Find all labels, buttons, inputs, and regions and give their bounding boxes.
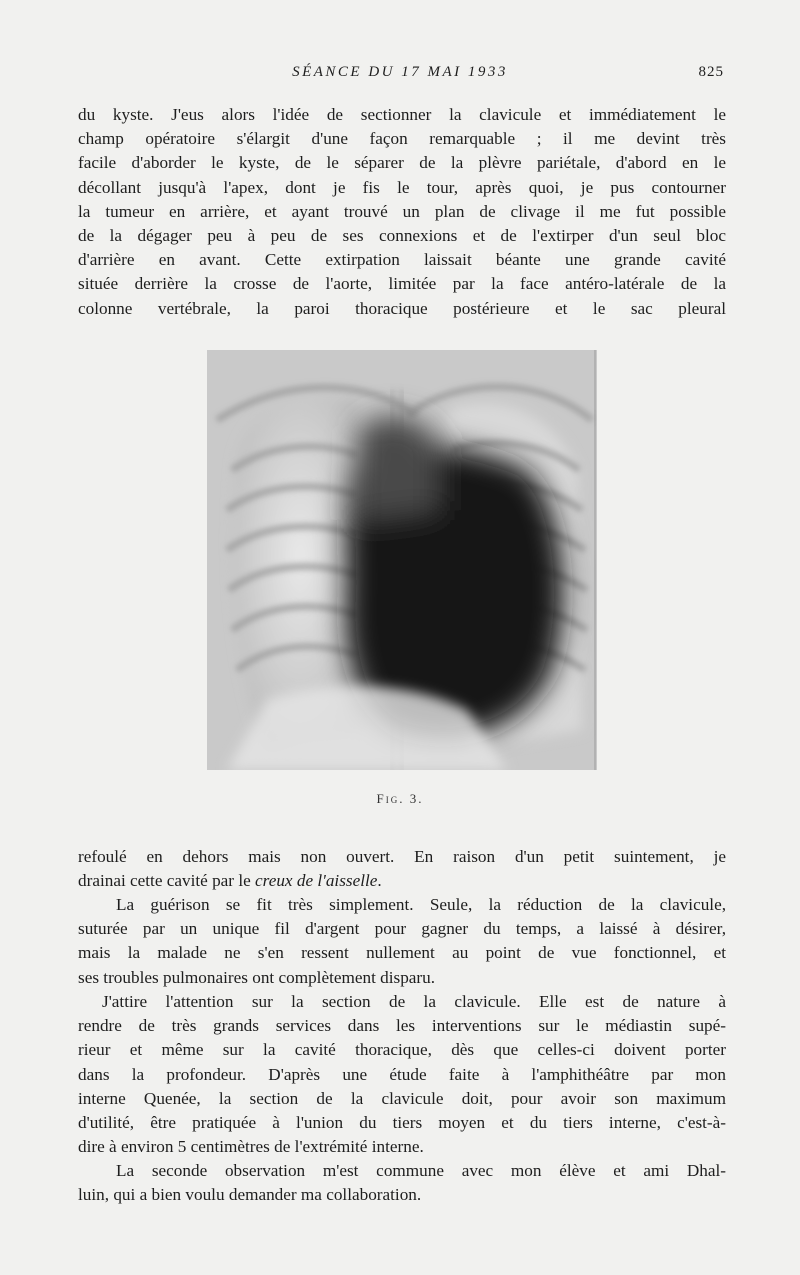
- text-line: facile d'aborder le kyste, de le séparer de la plèvre pariétale, d'abord en le: [78, 153, 726, 173]
- text-segment: drainai cette cavité par le: [78, 871, 256, 891]
- running-title: SÉANCE DU 17 MAI 1933: [292, 64, 508, 80]
- text-line: rendre de très grands services dans les interventions sur le médiastin supé-: [78, 1016, 726, 1036]
- paragraph-1: [78, 103, 726, 321]
- text-line: suturée par un unique fil d'argent pour gagner du temps, a laissé à désirer,: [78, 919, 726, 939]
- text-line: dans la profondeur. D'après une étude faite à l'amphithéâtre par mon: [78, 1064, 726, 1084]
- text-line: rieur et même sur la cavité thoracique, dès que celles-ci doivent porter: [78, 1040, 726, 1060]
- text-line: La seconde observation m'est commune avec mon élève et ami Dhal-: [116, 1161, 726, 1180]
- text-line: refoulé en dehors mais non ouvert. En raison d'un petit suintement, je: [78, 847, 726, 866]
- page-number: 825: [698, 64, 724, 80]
- text-line: J'attire l'attention sur la section de la clavicule. Elle est de nature à: [102, 992, 726, 1011]
- text-line: d'arrière en avant. Cette extirpation laissait béante une grande cavité: [78, 250, 726, 270]
- text-line: la tumeur en arrière, et ayant trouvé un plan de clivage il me fut possible: [78, 201, 726, 221]
- text-line: du kyste. J'eus alors l'idée de sectionner la clavicule et immédiatement le: [78, 105, 726, 124]
- text-line: d'utilité, être pratiquée à l'union du tiers moyen et du tiers interne, c'est-à-: [78, 1112, 726, 1132]
- paragraph-3: [78, 893, 726, 990]
- text-segment: .: [377, 871, 382, 891]
- text-line: colonne vertébrale, la paroi thoracique postérieure et le sac pleural: [78, 298, 726, 318]
- text-line: située derrière la crosse de l'aorte, limitée par la face antéro-latérale de la: [78, 274, 726, 294]
- text-line: de la dégager peu à peu de ses connexions et de l'extirper d'un seul bloc: [78, 225, 726, 245]
- paragraph-5: [78, 1159, 726, 1207]
- text-line: décollant jusqu'à l'apex, dont je fis le tour, après quoi, je pus contourner: [78, 177, 726, 197]
- running-head: [0, 64, 800, 86]
- paragraph-4: [78, 990, 726, 1159]
- chest-xray-image: [207, 350, 597, 770]
- text-line: interne Quenée, la section de la clavicule doit, pour avoir son maximum: [78, 1088, 726, 1108]
- text-line: mais la malade ne s'en ressent nullement au point de vue fonctionnel, et: [78, 943, 726, 963]
- paragraph-2: [78, 845, 726, 893]
- text-line: luin, qui a bien voulu demander ma collaboration.: [78, 1185, 422, 1205]
- text-line: dire à environ 5 centimètres de l'extrémité interne.: [78, 1137, 424, 1157]
- figure-caption-text: Fig. 3.: [376, 791, 424, 806]
- text-line: ses troubles pulmonaires ont complètement disparu.: [78, 967, 436, 987]
- chest-xray-figure: [207, 350, 597, 770]
- text-line: champ opératoire s'élargit d'une façon remarquable ; il me devint très: [78, 129, 726, 149]
- figure-caption: [0, 791, 800, 807]
- text-line: [78, 869, 726, 893]
- italic-phrase: creux de l'aisselle: [255, 871, 378, 891]
- text-line: La guérison se fit très simplement. Seule, la réduction de la clavicule,: [116, 895, 726, 914]
